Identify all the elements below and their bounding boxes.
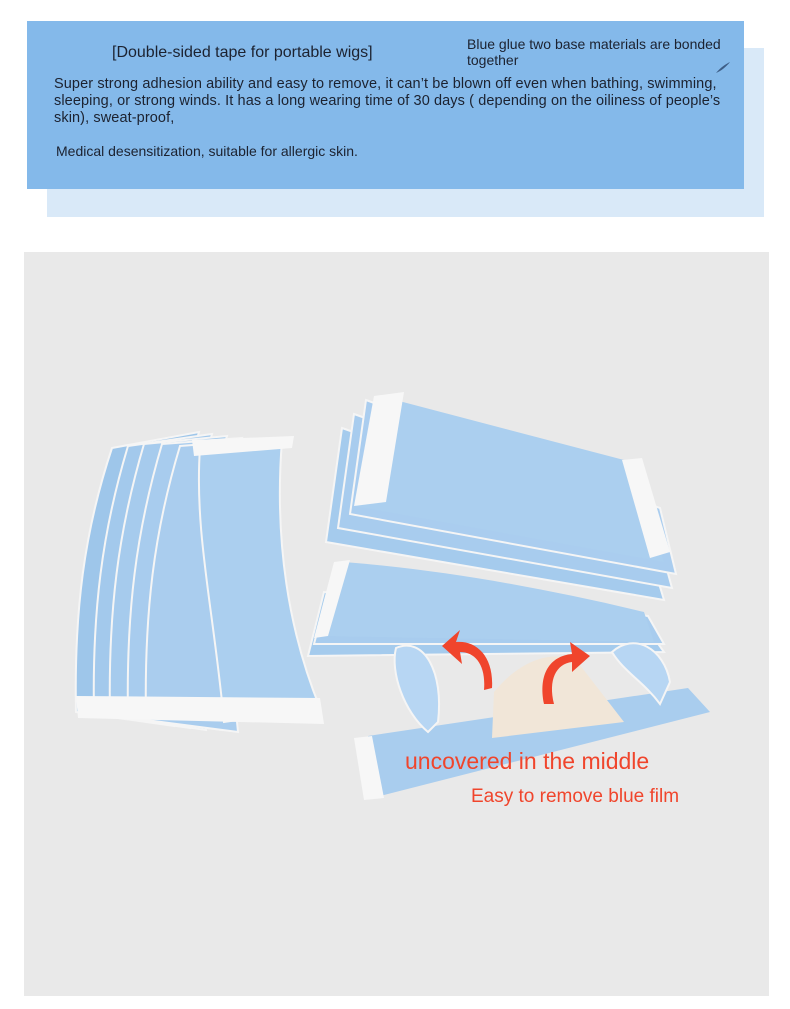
product-sub-description: Medical desensitization, suitable for allergic skin.	[56, 143, 358, 159]
header-panel	[27, 21, 744, 189]
feather-icon	[715, 61, 731, 75]
caption-uncovered: uncovered in the middle	[405, 748, 650, 774]
tape-illustration	[24, 252, 769, 996]
left-tape-stack	[76, 432, 324, 732]
page-title: [Double-sided tape for portable wigs]	[112, 44, 373, 61]
caption-remove-film: Easy to remove blue film	[471, 786, 680, 807]
peeled-tape-strip	[354, 643, 710, 800]
product-description: Super strong adhesion ability and easy to remove, it can’t be blown off even when bathing, swimming, sleeping, or strong winds. It has a long wearing time of 30 days ( depending on the oiliness of people’s skin), sweat-proof,	[54, 76, 721, 126]
glue-note: Blue glue two base materials are bonded together	[467, 36, 721, 68]
product-photo	[24, 252, 769, 996]
